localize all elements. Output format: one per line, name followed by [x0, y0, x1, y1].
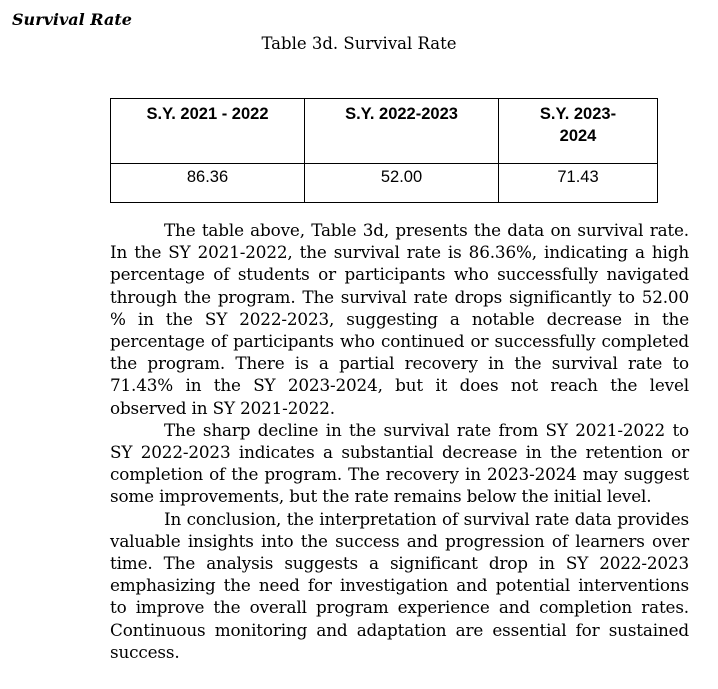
table-caption-text: Table 3d. Survival Rate — [261, 34, 457, 53]
table-header-row — [111, 99, 658, 164]
section-heading: Survival Rate — [12, 10, 132, 29]
value-sy-2022-2023: 52.00 — [305, 164, 499, 203]
value-sy-2023-2024: 71.43 — [499, 164, 658, 203]
paragraph-3: In conclusion, the interpretation of survival rate data provides valuable insights into the success and progression of learners over time. The analysis suggests a significant drop in SY 2022-2023 emphasizing the need for investigation and potential interventions to improve the overall program experience and completion rates. Continuous monitoring and adaptation are essential for sustained success. — [110, 508, 689, 662]
survival-rate-table — [110, 98, 658, 203]
header-sy-2023-2024-line1: S.Y. 2023- — [539, 105, 617, 123]
header-sy-2022-2023: S.Y. 2022-2023 — [305, 99, 499, 164]
table-caption — [0, 34, 718, 53]
paragraph-1: The table above, Table 3d, presents the data on survival rate. In the SY 2021-2022, the survival rate is 86.36%, indicating a high percentage of students or participants who successfully navigated through the program. The survival rate drops significantly to 52.00 % in the SY 2022-2023, suggesting a notable decrease in the percentage of participants who continued or successfully completed the program. There is a partial recovery in the survival rate to 71.43% in the SY 2023-2024, but it does not reach the level observed in SY 2021-2022. — [110, 220, 689, 418]
table-row — [111, 164, 658, 203]
header-sy-2023-2024 — [499, 99, 658, 164]
header-sy-2021-2022: S.Y. 2021 - 2022 — [111, 99, 305, 164]
header-sy-2023-2024-line2: 2024 — [559, 127, 597, 145]
value-sy-2021-2022: 86.36 — [111, 164, 305, 203]
analysis-text — [110, 219, 689, 663]
paragraph-2: The sharp decline in the survival rate from SY 2021-2022 to SY 2022-2023 indicates a substantial decrease in the retention or completion of the program. The recovery in 2023-2024 may suggest some improvements, but the rate remains below the initial level. — [110, 419, 689, 507]
